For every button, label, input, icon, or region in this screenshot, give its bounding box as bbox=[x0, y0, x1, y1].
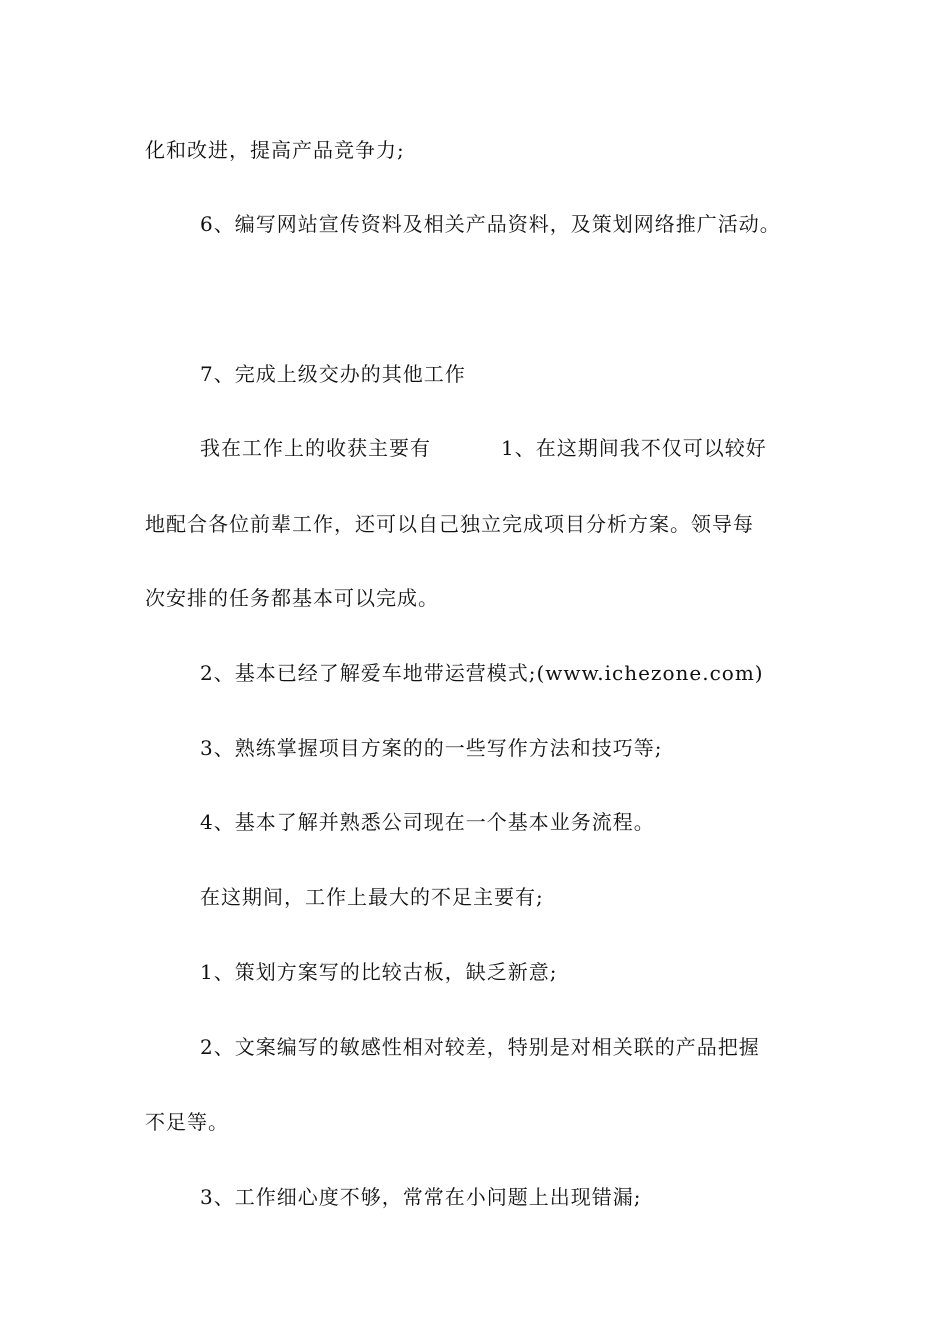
shortcoming-item-2: 2、文案编写的敏感性相对较差，特别是对相关联的产品把握 bbox=[200, 1035, 760, 1059]
paragraph-item-7: 7、完成上级交办的其他工作 bbox=[200, 362, 466, 386]
paragraph-gains-heading bbox=[200, 434, 767, 462]
shortcoming-item-1: 1、策划方案写的比较古板，缺乏新意; bbox=[200, 960, 558, 984]
paragraph-line-1: 化和改进，提高产品竞争力; bbox=[145, 138, 405, 162]
gains-item-1-end: 次安排的任务都基本可以完成。 bbox=[145, 586, 439, 610]
shortcoming-item-3: 3、工作细心度不够，常常在小问题上出现错漏; bbox=[200, 1185, 642, 1209]
shortcomings-heading: 在这期间，工作上最大的不足主要有; bbox=[200, 885, 544, 909]
gains-item-2: 2、基本已经了解爱车地带运营模式;(www.ichezone.com) bbox=[200, 661, 764, 685]
paragraph-item-6: 6、编写网站宣传资料及相关产品资料，及策划网络推广活动。 bbox=[200, 212, 781, 236]
gains-intro: 我在工作上的收获主要有 bbox=[200, 436, 431, 460]
gains-item-3: 3、熟练掌握项目方案的的一些写作方法和技巧等; bbox=[200, 736, 663, 760]
gains-item-1-start: 1、在这期间我不仅可以较好 bbox=[501, 436, 767, 460]
shortcoming-item-2-end: 不足等。 bbox=[145, 1110, 229, 1134]
gains-item-1-continued: 地配合各位前辈工作，还可以自己独立完成项目分析方案。领导每 bbox=[145, 512, 754, 536]
gains-item-4: 4、基本了解并熟悉公司现在一个基本业务流程。 bbox=[200, 810, 655, 834]
